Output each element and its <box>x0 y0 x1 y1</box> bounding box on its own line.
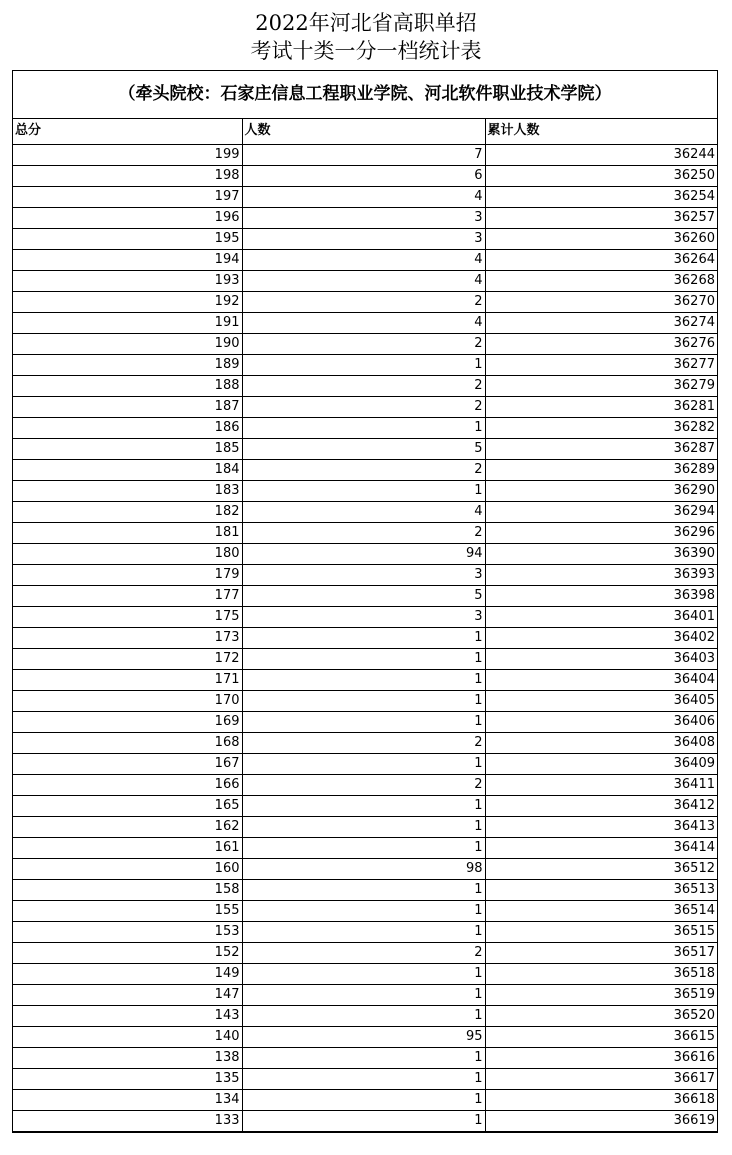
count-cell: 2 <box>242 291 485 312</box>
score-cell: 182 <box>13 501 242 522</box>
cumulative-cell: 36513 <box>485 879 717 900</box>
score-cell: 138 <box>13 1047 242 1068</box>
score-cell: 160 <box>13 858 242 879</box>
cumulative-cell: 36281 <box>485 396 717 417</box>
score-cell: 184 <box>13 459 242 480</box>
count-cell: 1 <box>242 711 485 732</box>
count-cell: 2 <box>242 942 485 963</box>
cumulative-cell: 36412 <box>485 795 717 816</box>
count-cell: 2 <box>242 522 485 543</box>
table-row <box>13 858 717 879</box>
score-table-sheet <box>12 70 718 1133</box>
score-cell: 158 <box>13 879 242 900</box>
table-row <box>13 522 717 543</box>
cumulative-cell: 36274 <box>485 312 717 333</box>
cumulative-cell: 36244 <box>485 144 717 165</box>
score-cell: 133 <box>13 1110 242 1131</box>
score-cell: 196 <box>13 207 242 228</box>
count-cell: 98 <box>242 858 485 879</box>
score-cell: 185 <box>13 438 242 459</box>
cumulative-cell: 36404 <box>485 669 717 690</box>
table-row <box>13 354 717 375</box>
count-cell: 1 <box>242 816 485 837</box>
cumulative-cell: 36409 <box>485 753 717 774</box>
table-row <box>13 207 717 228</box>
score-cell: 186 <box>13 417 242 438</box>
count-cell: 1 <box>242 1110 485 1131</box>
count-cell: 3 <box>242 228 485 249</box>
table-row <box>13 1089 717 1110</box>
table-row <box>13 669 717 690</box>
score-cell: 155 <box>13 900 242 921</box>
table-row <box>13 1026 717 1047</box>
score-cell: 162 <box>13 816 242 837</box>
count-cell: 1 <box>242 1005 485 1026</box>
score-cell: 161 <box>13 837 242 858</box>
table-header-row <box>13 119 717 144</box>
cumulative-cell: 36402 <box>485 627 717 648</box>
score-cell: 190 <box>13 333 242 354</box>
count-cell: 1 <box>242 921 485 942</box>
count-cell: 1 <box>242 417 485 438</box>
cumulative-cell: 36401 <box>485 606 717 627</box>
table-row <box>13 1005 717 1026</box>
table-row <box>13 585 717 606</box>
score-cell: 170 <box>13 690 242 711</box>
score-cell: 192 <box>13 291 242 312</box>
cumulative-cell: 36398 <box>485 585 717 606</box>
cumulative-cell: 36413 <box>485 816 717 837</box>
score-cell: 166 <box>13 774 242 795</box>
cumulative-cell: 36289 <box>485 459 717 480</box>
count-cell: 2 <box>242 459 485 480</box>
lead-institutions-caption: （牵头院校：石家庄信息工程职业学院、河北软件职业技术学院） <box>13 71 717 119</box>
count-cell: 3 <box>242 606 485 627</box>
cumulative-cell: 36264 <box>485 249 717 270</box>
score-cell: 198 <box>13 165 242 186</box>
score-cell: 189 <box>13 354 242 375</box>
table-row <box>13 774 717 795</box>
score-cell: 179 <box>13 564 242 585</box>
score-cell: 191 <box>13 312 242 333</box>
count-cell: 94 <box>242 543 485 564</box>
table-row <box>13 816 717 837</box>
count-cell: 1 <box>242 984 485 1005</box>
cumulative-cell: 36618 <box>485 1089 717 1110</box>
cumulative-cell: 36515 <box>485 921 717 942</box>
cumulative-cell: 36282 <box>485 417 717 438</box>
cumulative-cell: 36276 <box>485 333 717 354</box>
score-cell: 193 <box>13 270 242 291</box>
score-cell: 187 <box>13 396 242 417</box>
table-row <box>13 900 717 921</box>
table-row <box>13 165 717 186</box>
table-row <box>13 375 717 396</box>
score-cell: 153 <box>13 921 242 942</box>
table-row <box>13 984 717 1005</box>
count-cell: 5 <box>242 438 485 459</box>
score-cell: 152 <box>13 942 242 963</box>
table-row <box>13 417 717 438</box>
table-row <box>13 333 717 354</box>
count-cell: 4 <box>242 270 485 291</box>
table-row <box>13 501 717 522</box>
cumulative-cell: 36520 <box>485 1005 717 1026</box>
score-cell: 195 <box>13 228 242 249</box>
table-row <box>13 606 717 627</box>
table-row <box>13 270 717 291</box>
cumulative-cell: 36512 <box>485 858 717 879</box>
cumulative-cell: 36290 <box>485 480 717 501</box>
table-row <box>13 753 717 774</box>
table-row <box>13 480 717 501</box>
count-cell: 5 <box>242 585 485 606</box>
table-row <box>13 921 717 942</box>
score-cell: 173 <box>13 627 242 648</box>
score-cell: 181 <box>13 522 242 543</box>
cumulative-cell: 36393 <box>485 564 717 585</box>
count-cell: 1 <box>242 627 485 648</box>
cumulative-cell: 36406 <box>485 711 717 732</box>
count-cell: 3 <box>242 207 485 228</box>
table-row <box>13 1110 717 1131</box>
cumulative-cell: 36254 <box>485 186 717 207</box>
cumulative-cell: 36268 <box>485 270 717 291</box>
score-cell: 171 <box>13 669 242 690</box>
table-row <box>13 648 717 669</box>
cumulative-cell: 36514 <box>485 900 717 921</box>
cumulative-cell: 36405 <box>485 690 717 711</box>
table-row <box>13 228 717 249</box>
table-row <box>13 942 717 963</box>
count-cell: 1 <box>242 837 485 858</box>
cumulative-cell: 36517 <box>485 942 717 963</box>
count-cell: 1 <box>242 690 485 711</box>
cumulative-cell: 36616 <box>485 1047 717 1068</box>
cumulative-cell: 36408 <box>485 732 717 753</box>
score-cell: 134 <box>13 1089 242 1110</box>
cumulative-cell: 36518 <box>485 963 717 984</box>
count-cell: 2 <box>242 333 485 354</box>
score-cell: 172 <box>13 648 242 669</box>
count-cell: 4 <box>242 312 485 333</box>
score-cell: 168 <box>13 732 242 753</box>
count-cell: 2 <box>242 396 485 417</box>
table-row <box>13 732 717 753</box>
table-row <box>13 144 717 165</box>
page-title: 2022年河北省高职单招 <box>255 11 477 35</box>
cumulative-cell: 36390 <box>485 543 717 564</box>
score-cell: 177 <box>13 585 242 606</box>
score-cell: 175 <box>13 606 242 627</box>
header-count: 人数 <box>242 119 485 144</box>
count-cell: 3 <box>242 564 485 585</box>
table-row <box>13 396 717 417</box>
score-cell: 147 <box>13 984 242 1005</box>
table-row <box>13 837 717 858</box>
count-cell: 2 <box>242 774 485 795</box>
cumulative-cell: 36615 <box>485 1026 717 1047</box>
table-row <box>13 690 717 711</box>
count-cell: 2 <box>242 732 485 753</box>
table-row <box>13 459 717 480</box>
score-cell: 149 <box>13 963 242 984</box>
count-cell: 1 <box>242 795 485 816</box>
table-row <box>13 186 717 207</box>
count-cell: 7 <box>242 144 485 165</box>
count-cell: 1 <box>242 648 485 669</box>
count-cell: 1 <box>242 900 485 921</box>
cumulative-cell: 36257 <box>485 207 717 228</box>
count-cell: 1 <box>242 879 485 900</box>
header-cumulative-count: 累计人数 <box>485 119 717 144</box>
count-cell: 1 <box>242 963 485 984</box>
score-cell: 197 <box>13 186 242 207</box>
table-row <box>13 963 717 984</box>
cumulative-cell: 36519 <box>485 984 717 1005</box>
count-cell: 1 <box>242 1089 485 1110</box>
cumulative-cell: 36617 <box>485 1068 717 1089</box>
score-cell: 140 <box>13 1026 242 1047</box>
cumulative-cell: 36296 <box>485 522 717 543</box>
table-row <box>13 627 717 648</box>
table-row <box>13 795 717 816</box>
cumulative-cell: 36279 <box>485 375 717 396</box>
count-cell: 4 <box>242 186 485 207</box>
score-cell: 165 <box>13 795 242 816</box>
cumulative-cell: 36619 <box>485 1110 717 1131</box>
count-cell: 2 <box>242 375 485 396</box>
score-cell: 199 <box>13 144 242 165</box>
count-cell: 6 <box>242 165 485 186</box>
cumulative-cell: 36250 <box>485 165 717 186</box>
score-cell: 167 <box>13 753 242 774</box>
count-cell: 1 <box>242 1047 485 1068</box>
cumulative-cell: 36260 <box>485 228 717 249</box>
score-distribution-table <box>13 119 717 1132</box>
table-row <box>13 879 717 900</box>
count-cell: 1 <box>242 669 485 690</box>
count-cell: 4 <box>242 501 485 522</box>
score-cell: 188 <box>13 375 242 396</box>
header-total-score: 总分 <box>13 119 242 144</box>
cumulative-cell: 36287 <box>485 438 717 459</box>
table-row <box>13 1047 717 1068</box>
table-row <box>13 312 717 333</box>
count-cell: 1 <box>242 1068 485 1089</box>
table-row <box>13 711 717 732</box>
cumulative-cell: 36294 <box>485 501 717 522</box>
table-body <box>13 144 717 1131</box>
cumulative-cell: 36411 <box>485 774 717 795</box>
score-cell: 135 <box>13 1068 242 1089</box>
score-cell: 194 <box>13 249 242 270</box>
table-row <box>13 543 717 564</box>
table-row <box>13 249 717 270</box>
count-cell: 4 <box>242 249 485 270</box>
table-row <box>13 438 717 459</box>
score-cell: 143 <box>13 1005 242 1026</box>
count-cell: 1 <box>242 480 485 501</box>
table-row <box>13 291 717 312</box>
page-subtitle-line: 考试十类一分一档统计表 <box>250 39 482 63</box>
count-cell: 1 <box>242 753 485 774</box>
table-row <box>13 564 717 585</box>
cumulative-cell: 36277 <box>485 354 717 375</box>
score-cell: 180 <box>13 543 242 564</box>
cumulative-cell: 36270 <box>485 291 717 312</box>
score-cell: 169 <box>13 711 242 732</box>
score-cell: 183 <box>13 480 242 501</box>
cumulative-cell: 36403 <box>485 648 717 669</box>
count-cell: 1 <box>242 354 485 375</box>
count-cell: 95 <box>242 1026 485 1047</box>
cumulative-cell: 36414 <box>485 837 717 858</box>
table-row <box>13 1068 717 1089</box>
